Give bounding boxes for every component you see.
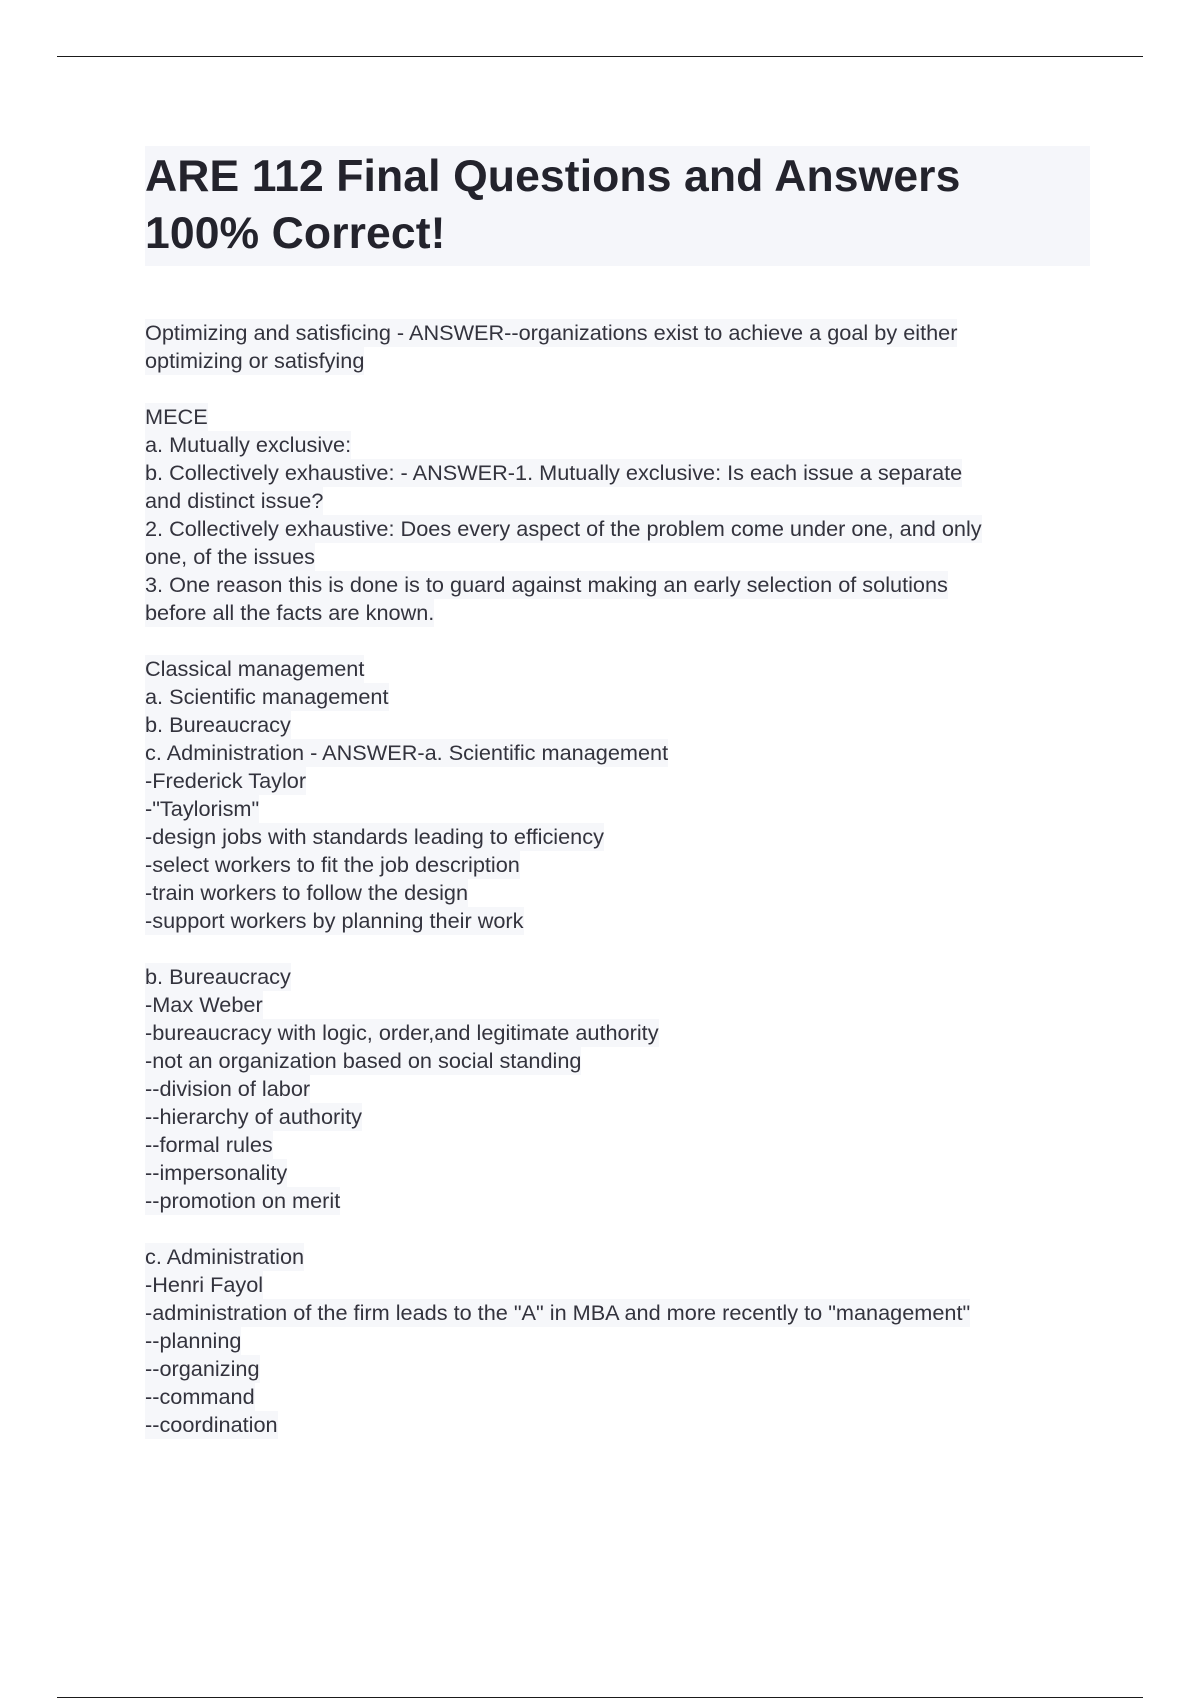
qa-line: c. Administration - ANSWER-a. Scientific management bbox=[145, 740, 669, 765]
qa-line: b. Bureaucracy bbox=[145, 712, 291, 737]
qa-line: -train workers to follow the design bbox=[145, 880, 469, 905]
qa-list bbox=[145, 319, 1090, 1439]
title-line: 100% Correct! bbox=[145, 209, 446, 258]
qa-entry bbox=[145, 319, 1090, 375]
qa-entry bbox=[145, 963, 1090, 1215]
qa-line: one, of the issues bbox=[145, 544, 315, 569]
qa-entry bbox=[145, 403, 1090, 627]
document-title bbox=[145, 148, 1090, 262]
qa-line: 3. One reason this is done is to guard against making an early selection of solutions bbox=[145, 572, 948, 597]
qa-line: and distinct issue? bbox=[145, 488, 324, 513]
qa-line: --impersonality bbox=[145, 1160, 288, 1185]
qa-line: -Max Weber bbox=[145, 992, 263, 1017]
qa-line: --division of labor bbox=[145, 1076, 311, 1101]
qa-line: b. Collectively exhaustive: - ANSWER-1. Mutually exclusive: Is each issue a separate bbox=[145, 460, 963, 485]
qa-line: -"Taylorism" bbox=[145, 796, 260, 821]
qa-line: Optimizing and satisficing - ANSWER--organizations exist to achieve a goal by either bbox=[145, 320, 958, 345]
qa-line: -Henri Fayol bbox=[145, 1272, 264, 1297]
qa-line: 2. Collectively exhaustive: Does every aspect of the problem come under one, and only bbox=[145, 516, 982, 541]
qa-line: b. Bureaucracy bbox=[145, 964, 291, 989]
qa-line: --formal rules bbox=[145, 1132, 273, 1157]
qa-line: -administration of the firm leads to the "A" in MBA and more recently to "management" bbox=[145, 1300, 971, 1325]
qa-entry bbox=[145, 655, 1090, 935]
qa-line: before all the facts are known. bbox=[145, 600, 435, 625]
qa-line: -design jobs with standards leading to efficiency bbox=[145, 824, 604, 849]
top-rule bbox=[57, 56, 1143, 57]
qa-entry bbox=[145, 1243, 1090, 1439]
title-line: ARE 112 Final Questions and Answers bbox=[145, 152, 961, 201]
qa-line: --planning bbox=[145, 1328, 242, 1353]
qa-line: MECE bbox=[145, 404, 208, 429]
qa-line: --hierarchy of authority bbox=[145, 1104, 362, 1129]
qa-line: -select workers to fit the job description bbox=[145, 852, 520, 877]
qa-line: a. Scientific management bbox=[145, 684, 389, 709]
qa-line: Classical management bbox=[145, 656, 365, 681]
qa-line: --coordination bbox=[145, 1412, 278, 1437]
qa-line: optimizing or satisfying bbox=[145, 348, 365, 373]
bottom-rule bbox=[57, 1697, 1143, 1698]
qa-line: c. Administration bbox=[145, 1244, 305, 1269]
qa-line: -bureaucracy with logic, order,and legitimate authority bbox=[145, 1020, 659, 1045]
qa-line: -Frederick Taylor bbox=[145, 768, 307, 793]
qa-line: --organizing bbox=[145, 1356, 260, 1381]
qa-line: --promotion on merit bbox=[145, 1188, 341, 1213]
qa-line: -support workers by planning their work bbox=[145, 908, 524, 933]
document-page bbox=[145, 146, 1090, 1467]
qa-line: -not an organization based on social standing bbox=[145, 1048, 582, 1073]
qa-line: --command bbox=[145, 1384, 255, 1409]
qa-line: a. Mutually exclusive: bbox=[145, 432, 352, 457]
title-block bbox=[145, 146, 1090, 266]
